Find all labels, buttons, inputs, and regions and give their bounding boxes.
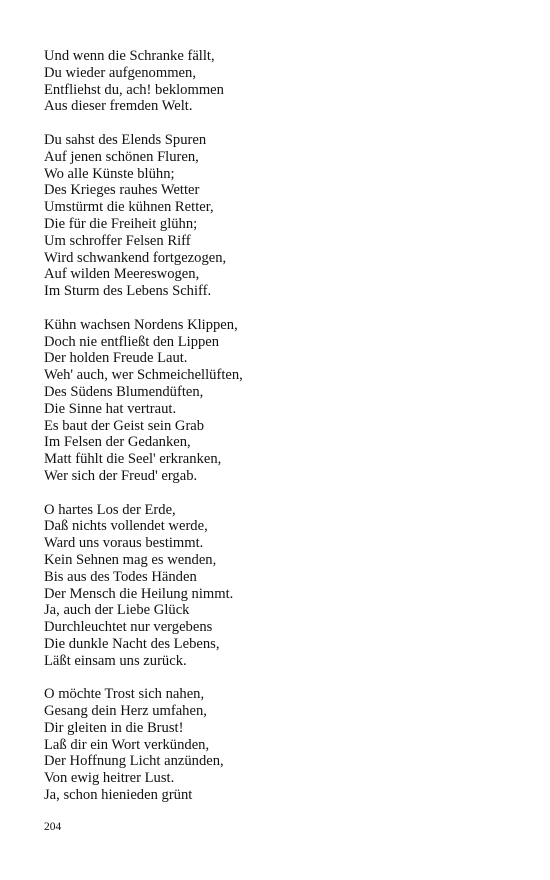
poem-line: Der Mensch die Heilung nimmt. xyxy=(44,585,234,602)
poem-line: Bis aus des Todes Händen xyxy=(44,568,197,585)
poem-line: Des Südens Blumendüften, xyxy=(44,383,204,400)
stanza-3 xyxy=(44,317,504,485)
poem-line: Du wieder aufgenommen, xyxy=(44,64,196,81)
poem-line: Weh' auch, wer Schmeichellüften, xyxy=(44,367,243,384)
poem-line: Läßt einsam uns zurück. xyxy=(44,652,187,669)
poem-line: Wo alle Künste blühn; xyxy=(44,165,175,182)
poem-line: Matt fühlt die Seel' erkranken, xyxy=(44,451,222,468)
poem-line: Du sahst des Elends Spuren xyxy=(44,131,207,148)
poem-line: Ward uns voraus bestimmt. xyxy=(44,535,204,552)
poem-line: Die für die Freiheit glühn; xyxy=(44,215,198,232)
poem-line: Kein Sehnen mag es wenden, xyxy=(44,551,217,568)
poem-line: Ja, schon hienieden grünt xyxy=(44,787,193,804)
stanza-2 xyxy=(44,132,504,300)
poem-line: Laß dir ein Wort verkünden, xyxy=(44,736,210,753)
poem-line: Im Sturm des Lebens Schiff. xyxy=(44,283,212,300)
poem-line: Daß nichts vollendet werde, xyxy=(44,518,208,535)
stanza-5 xyxy=(44,686,504,804)
poem-line: Und wenn die Schranke fällt, xyxy=(44,48,215,64)
poem-line: Auf wilden Meereswogen, xyxy=(44,266,200,283)
stanza-4 xyxy=(44,502,504,670)
poem-line: Die dunkle Nacht des Lebens, xyxy=(44,635,220,652)
poem-line: Im Felsen der Gedanken, xyxy=(44,434,191,451)
poem-line: Auf jenen schönen Fluren, xyxy=(44,148,199,165)
poem-line: Die Sinne hat vertraut. xyxy=(44,400,177,417)
poem-line: Der Hoffnung Licht anzünden, xyxy=(44,753,224,770)
poem-line: Durchleuchtet nur vergebens xyxy=(44,619,213,636)
poem-line: Aus dieser fremden Welt. xyxy=(44,98,193,115)
poem-line: Gesang dein Herz umfahen, xyxy=(44,703,207,720)
poem-line: O möchte Trost sich nahen, xyxy=(44,686,205,703)
poem-line: Ja, auch der Liebe Glück xyxy=(44,602,190,619)
poem-line: O hartes Los der Erde, xyxy=(44,501,176,518)
poem-line: Wer sich der Freud' ergab. xyxy=(44,467,198,484)
poem-line: Dir gleiten in die Brust! xyxy=(44,719,184,736)
poem-line: Doch nie entfließt den Lippen xyxy=(44,333,220,350)
poem-line: Der holden Freude Laut. xyxy=(44,350,188,367)
stanza-1 xyxy=(44,48,504,115)
poem-line: Von ewig heitrer Lust. xyxy=(44,770,175,787)
poem-line: Wird schwankend fortgezogen, xyxy=(44,249,227,266)
poem-line: Des Krieges rauhes Wetter xyxy=(44,182,200,199)
poem-line: Um schroffer Felsen Riff xyxy=(44,232,191,249)
page-number: 204 xyxy=(44,821,62,833)
poem-text xyxy=(44,48,504,821)
poem-line: Es baut der Geist sein Grab xyxy=(44,417,205,434)
poem-line: Kühn wachsen Nordens Klippen, xyxy=(44,316,238,333)
poem-line: Umstürmt die kühnen Retter, xyxy=(44,199,214,216)
poem-line: Entfliehst du, ach! beklommen xyxy=(44,81,224,98)
